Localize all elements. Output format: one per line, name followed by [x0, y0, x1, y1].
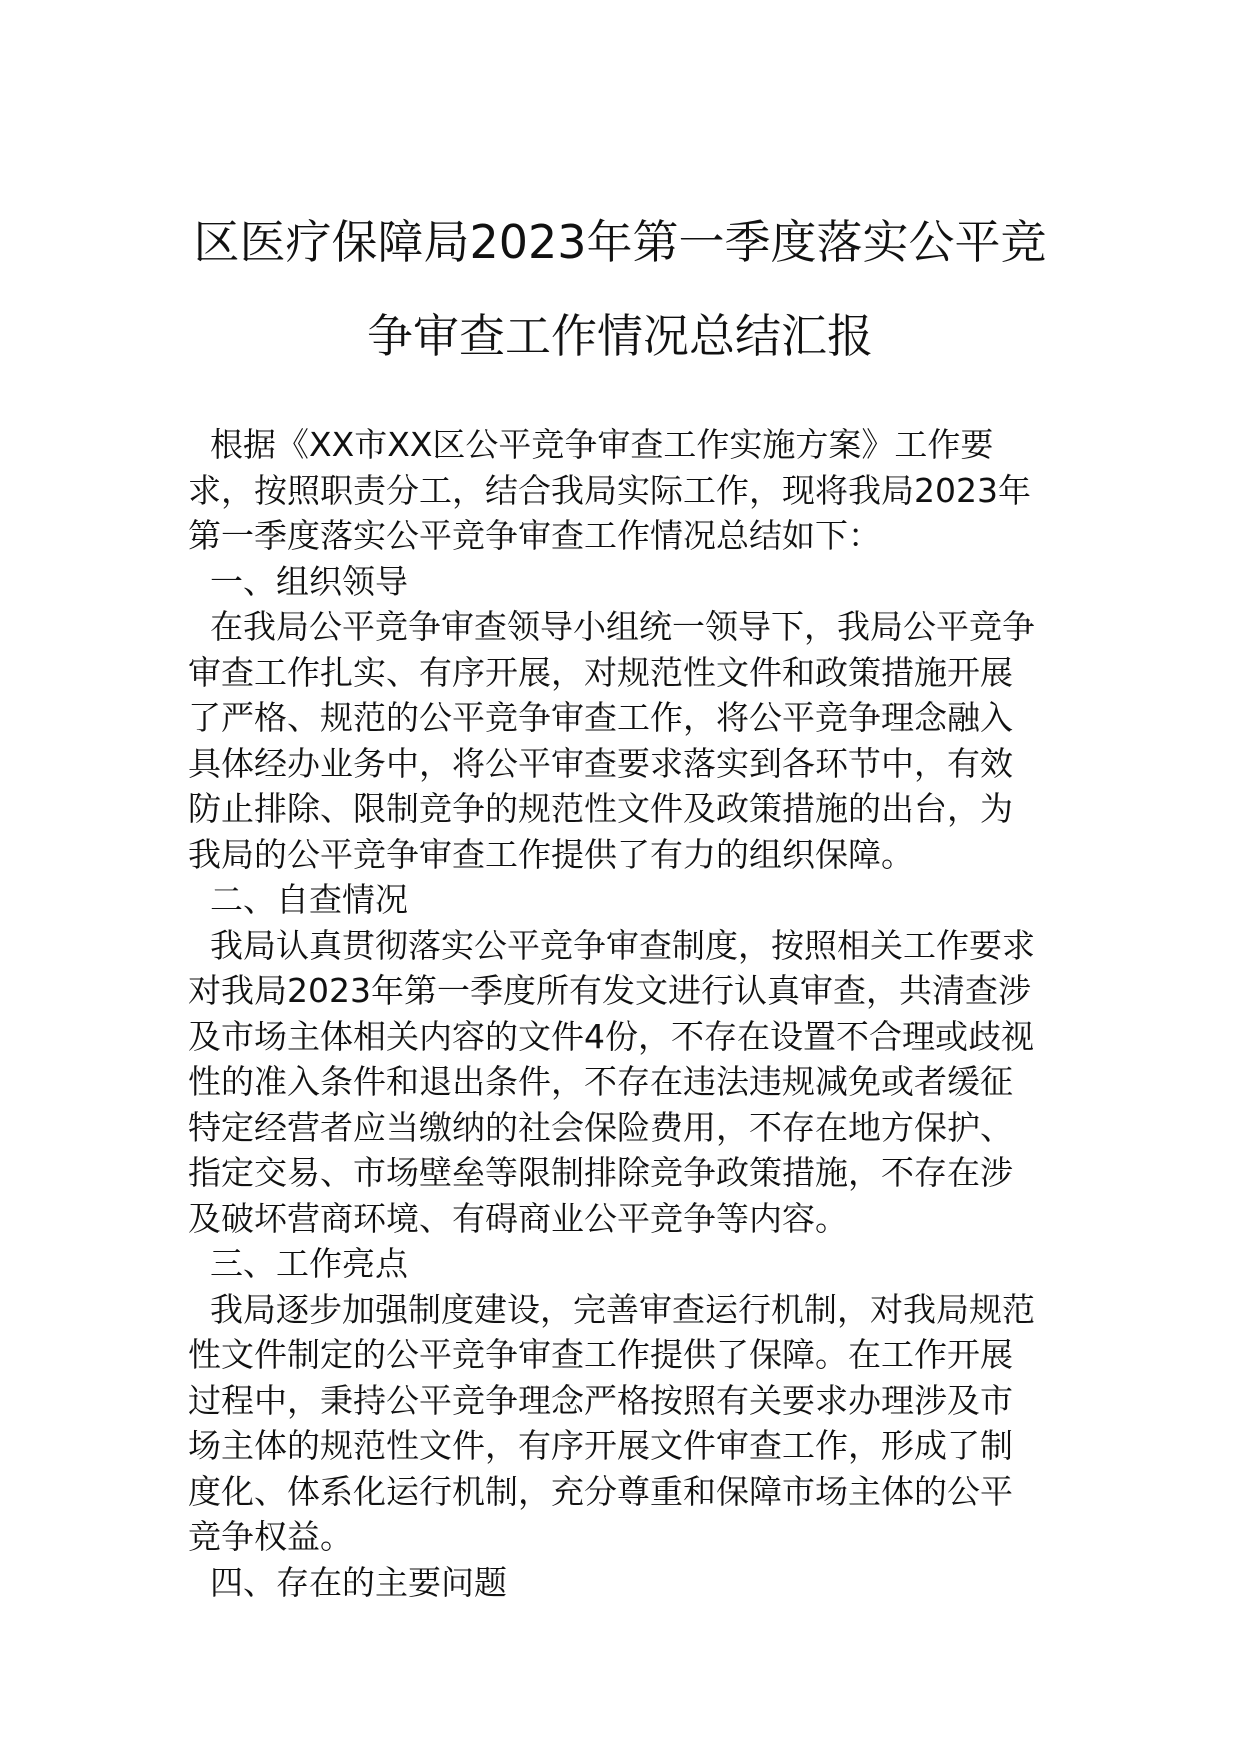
body-line: 第一季度落实公平竞争审查工作情况总结如下：	[188, 516, 881, 555]
body-line: 我局认真贯彻落实公平竞争审查制度，按照相关工作要求	[210, 925, 1035, 965]
body-line: 求，按照职责分工，结合我局实际工作，现将我局2023年	[188, 470, 1031, 510]
body-line: 指定交易、市场壁垒等限制排除竞争政策措施，不存在涉	[188, 1153, 1013, 1192]
body-line: 根据《XX市XX区公平竞争审查工作实施方案》工作要	[210, 425, 994, 464]
body-line: 我局逐步加强制度建设，完善审查运行机制，对我局规范	[210, 1289, 1035, 1329]
document-title-line-1: 区医疗保障局2023年第一季度落实公平竞	[193, 215, 1047, 269]
body-line: 具体经办业务中，将公平审查要求落实到各环节中，有效	[188, 743, 1013, 783]
body-line: 及破坏营商环境、有碍商业公平竞争等内容。	[188, 1198, 848, 1238]
document-body	[188, 422, 1058, 1605]
body-line: 审查工作扎实、有序开展，对规范性文件和政策措施开展	[188, 652, 1013, 692]
body-line: 了严格、规范的公平竞争审查工作，将公平竞争理念融入	[188, 698, 1013, 737]
body-line: 对我局2023年第一季度所有发文进行认真审查，共清查涉	[188, 971, 1031, 1010]
body-line: 性文件制定的公平竞争审查工作提供了保障。在工作开展	[188, 1335, 1013, 1374]
body-line: 竞争权益。	[188, 1517, 353, 1556]
body-line: 度化、体系化运行机制，充分尊重和保障市场主体的公平	[188, 1471, 1013, 1511]
body-line: 在我局公平竞争审查领导小组统一领导下，我局公平竞争	[210, 607, 1035, 646]
body-line: 三、工作亮点	[210, 1244, 408, 1283]
document-title-line-2: 争审查工作情况总结汇报	[367, 309, 873, 363]
body-line: 防止排除、限制竞争的规范性文件及政策措施的出台，为	[188, 789, 1013, 828]
body-line: 一、组织领导	[210, 561, 408, 601]
body-line: 二、自查情况	[210, 880, 408, 919]
body-line: 性的准入条件和退出条件，不存在违法违规减免或者缓征	[188, 1062, 1013, 1101]
body-line: 及市场主体相关内容的文件4份，不存在设置不合理或歧视	[188, 1016, 1034, 1056]
body-line: 过程中，秉持公平竞争理念严格按照有关要求办理涉及市	[188, 1380, 1013, 1420]
body-line: 四、存在的主要问题	[210, 1562, 507, 1602]
body-line: 我局的公平竞争审查工作提供了有力的组织保障。	[188, 834, 914, 874]
body-line: 特定经营者应当缴纳的社会保险费用，不存在地方保护、	[188, 1107, 1013, 1147]
body-line: 场主体的规范性文件，有序开展文件审查工作，形成了制	[188, 1426, 1013, 1465]
